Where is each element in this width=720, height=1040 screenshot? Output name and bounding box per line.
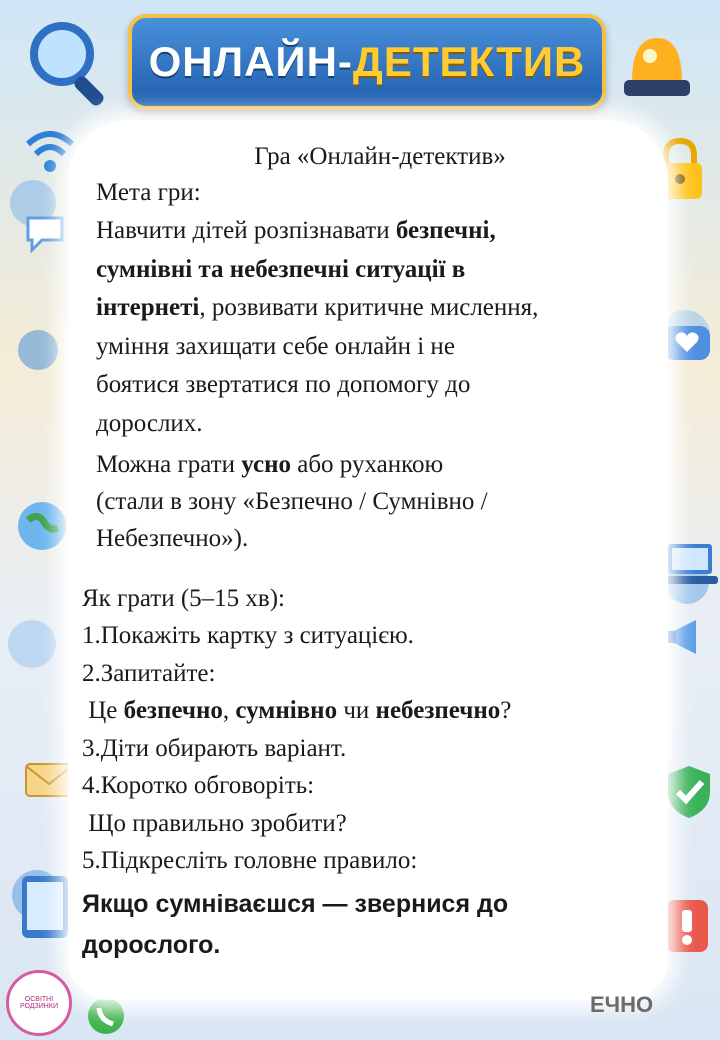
step-line xyxy=(82,617,414,654)
text-run: уміння захищати себе онлайн і не xyxy=(96,332,455,360)
text-run: Можна грати xyxy=(96,451,242,478)
bold-text: безпечно xyxy=(123,697,223,724)
goal-line xyxy=(96,366,470,403)
text-run: Навчити дітей розпізнавати xyxy=(96,217,396,244)
howto-heading: Як грати (5–15 хв): xyxy=(82,585,285,612)
text-run: Що правильно зробити? xyxy=(82,809,347,837)
siren-icon xyxy=(612,20,702,110)
bold-text: інтернеті xyxy=(96,294,200,321)
goal-line xyxy=(96,328,455,365)
step-line xyxy=(82,805,347,842)
text-run: Це xyxy=(82,697,124,724)
text-run: дорослих. xyxy=(96,409,203,437)
background-bubble xyxy=(18,330,58,370)
alert-card-icon xyxy=(662,896,712,956)
goal-line xyxy=(96,251,465,288)
brand-seal-text: ОСВІТНІ РОДЗИНКИ xyxy=(20,996,58,1010)
bold-text: усно xyxy=(241,451,291,478)
text-run: або руханкою xyxy=(290,451,444,478)
step-line xyxy=(82,655,215,692)
chat-bubble-icon xyxy=(22,210,68,256)
text-run: , xyxy=(222,697,236,724)
heart-chat-icon xyxy=(660,320,714,374)
text-run: 2.Запитайте: xyxy=(82,659,216,687)
play-line xyxy=(96,520,248,557)
play-line xyxy=(96,483,488,520)
text-run: 1.Покажіть картку з ситуацією. xyxy=(82,622,414,649)
text-run: (стали в зону «Безпечно / Сумнівно / xyxy=(96,488,488,515)
globe-icon xyxy=(14,498,70,554)
brand-seal xyxy=(6,970,72,1036)
title-banner xyxy=(128,14,606,110)
step-line xyxy=(82,842,417,879)
bold-text: небезпечно xyxy=(375,697,501,724)
bold-text: сумнівні та небезпечні ситуації в xyxy=(96,255,466,283)
magnifier-icon xyxy=(20,14,120,114)
text-run: 5.Підкресліть головне правило: xyxy=(82,847,418,874)
corner-partial-label: ЕЧНО xyxy=(590,992,654,1017)
game-title: Гра «Онлайн-детектив» xyxy=(254,143,506,170)
final-rule-line-1: Якщо сумніваєшся — звернися до xyxy=(82,890,509,918)
phone-icon xyxy=(86,996,126,1036)
bold-text: безпечні, xyxy=(395,217,496,244)
tablet-icon xyxy=(18,872,72,942)
text-run: 3.Діти обирають варіант. xyxy=(82,734,347,762)
step-line xyxy=(82,692,511,729)
megaphone-icon xyxy=(664,612,714,662)
bold-text: сумнівно xyxy=(235,697,338,724)
step-line xyxy=(82,730,346,767)
text-run: Небезпечно»). xyxy=(96,525,249,552)
banner-title-part1: ОНЛАЙН- xyxy=(148,38,353,85)
goal-heading: Мета гри: xyxy=(96,179,201,206)
play-line xyxy=(96,446,443,483)
envelope-icon xyxy=(24,760,74,800)
shield-check-icon xyxy=(662,762,716,822)
text-run: 4.Коротко обговоріть: xyxy=(82,772,315,799)
final-rule-line-2: дорослого. xyxy=(82,931,221,959)
laptop-icon xyxy=(660,540,720,590)
goal-line xyxy=(96,212,496,249)
background-bubble xyxy=(8,620,56,668)
step-line xyxy=(82,767,314,804)
goal-line xyxy=(96,405,203,442)
text-run: чи xyxy=(337,697,376,724)
banner-title-part2: ДЕТЕКТИВ xyxy=(352,38,586,85)
goal-line xyxy=(96,289,538,326)
text-run: ? xyxy=(500,697,512,724)
text-run: боятися звертатися по допомогу до xyxy=(96,371,471,398)
text-run: , розвивати критичне мислення, xyxy=(199,294,539,321)
